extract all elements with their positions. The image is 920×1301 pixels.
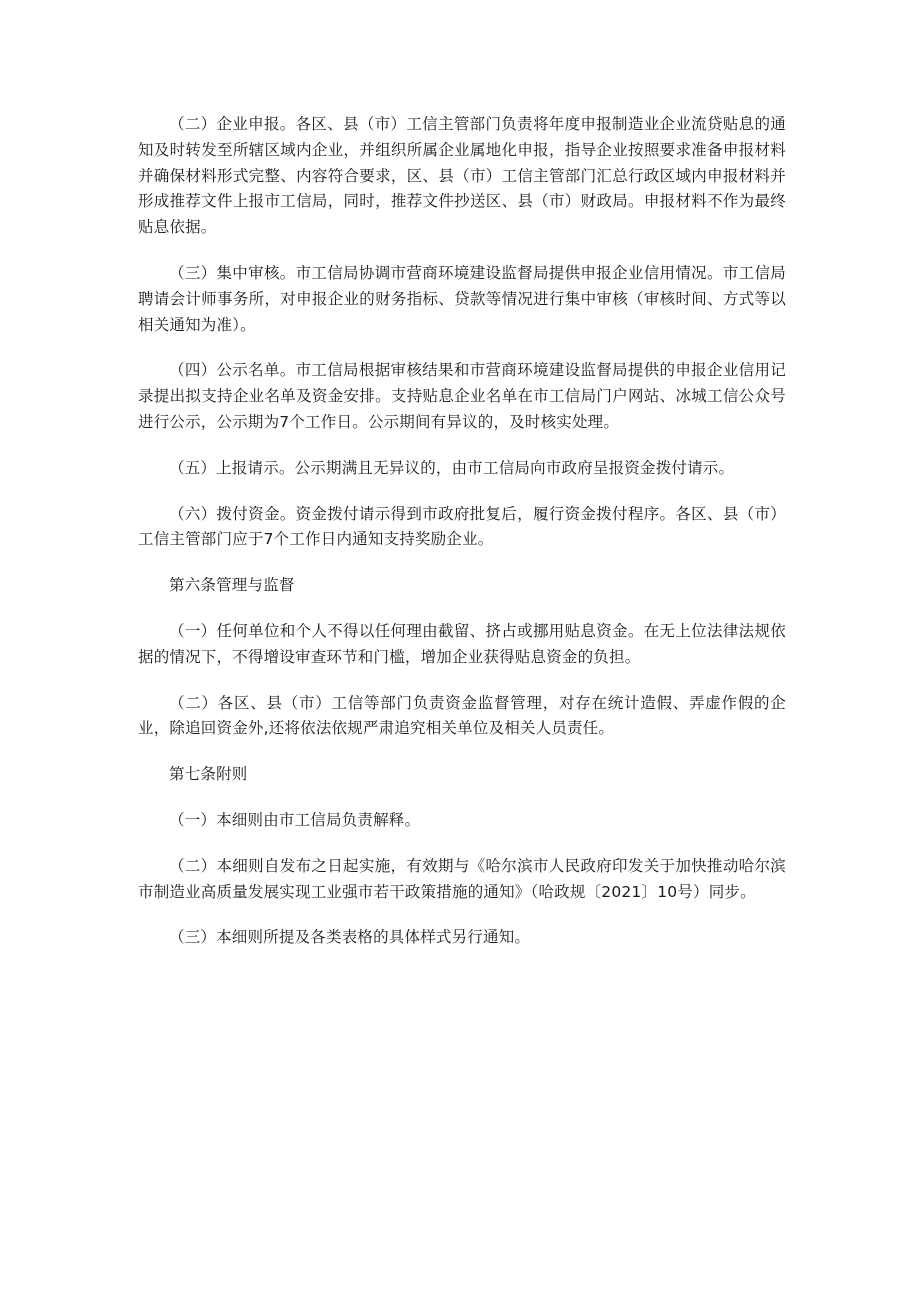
paragraph-allocate-funds: （六）拨付资金。资金拨付请示得到市政府批复后，履行资金拨付程序。各区、县（市）工信主管部门应于7个工作日内通知支持奖励企业。 [138, 504, 786, 549]
article7-paragraph-1: （一）本细则由市工信局负责解释。 [169, 810, 421, 829]
paragraph-centralized-review: （三）集中审核。市工信局协调市营商环境建设监督局提供申报企业信用情况。市工信局聘请会计师事务所，对申报企业的财务指标、贷款等情况进行集中审核（审核时间、方式等以相关通知为准）。 [138, 263, 786, 334]
paragraph-enterprise-application: （二）企业申报。各区、县（市）工信主管部门负责将年度申报制造业企业流贷贴息的通知及时转发至所辖区域内企业，并组织所属企业属地化申报，指导企业按照要求准备申报材料并确保材料形式完整、内容符合要求，区、县（市）工信主管部门汇总行政区域内申报材料并形成推荐文件上报市工信局，同时，推荐文件抄送区、县（市）财政局。申报材料不作为最终贴息依据。 [138, 115, 786, 237]
article7-paragraph-3: （三）本细则所提及各类表格的具体样式另行通知。 [169, 928, 531, 947]
paragraph-submit-request: （五）上报请示。公示期满且无异议的，由市工信局向市政府呈报资金拨付请示。 [169, 458, 735, 477]
article7-paragraph-2: （二）本细则自发布之日起实施，有效期与《哈尔滨市人民政府印发关于加快推动哈尔滨市制造业高质量发展实现工业强市若干政策措施的通知》（哈政规〔2021〕10号）同步。 [138, 856, 786, 901]
article7-heading: 第七条附则 [169, 765, 248, 784]
article6-heading: 第六条管理与监督 [169, 576, 295, 595]
article6-paragraph-1: （一）任何单位和个人不得以任何理由截留、挤占或挪用贴息资金。在无上位法律法规依据的情况下，不得增设审查环节和门槛，增加企业获得贴息资金的负担。 [138, 621, 786, 666]
document-page [138, 112, 786, 971]
article6-paragraph-2: （二）各区、县（市）工信等部门负责资金监督管理，对存在统计造假、弄虚作假的企业，除追回资金外,还将依法依规严肃追究相关单位及相关人员责任。 [138, 693, 786, 738]
paragraph-publicize-list: （四）公示名单。市工信局根据审核结果和市营商环境建设监督局提供的申报企业信用记录提出拟支持企业名单及资金安排。支持贴息企业名单在市工信局门户网站、冰城工信公众号进行公示，公示期为7个工作日。公示期间有异议的，及时核实处理。 [138, 361, 786, 431]
